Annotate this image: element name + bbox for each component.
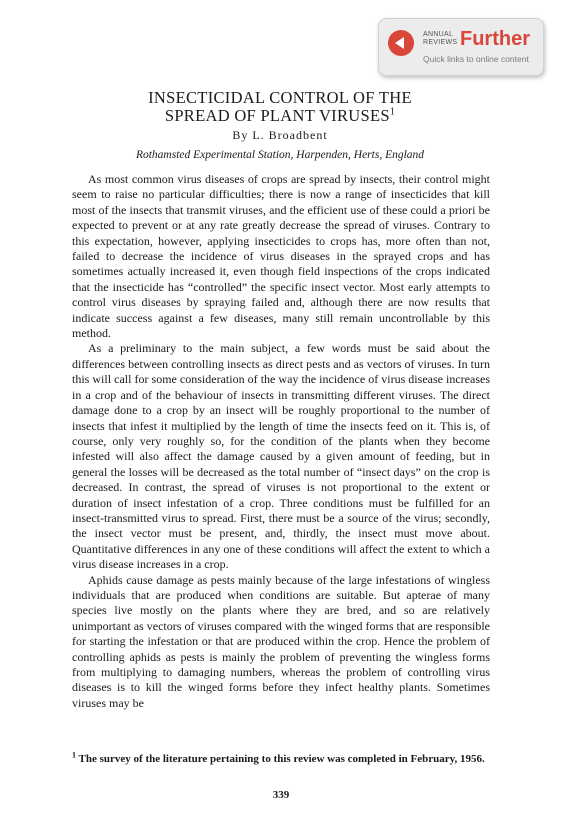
badge-annual-label: ANNUAL: [423, 31, 454, 38]
author-byline: By L. Broadbent: [232, 128, 328, 142]
annual-reviews-further-badge[interactable]: [378, 18, 544, 76]
article-title-line-2: [60, 105, 500, 126]
badge-tagline: Quick links to online content: [423, 54, 529, 64]
badge-reviews-label: REVIEWS: [423, 39, 458, 46]
further-play-icon: [388, 30, 414, 56]
badge-further-label: Further: [460, 28, 530, 50]
body-paragraph-2: As a preliminary to the main subject, a few words must be said about the differences between controlling insects as direct pests and as vectors of viruses. In turn this will call for some consideration of the way the incidence of virus disease increases in a crop and of the behaviour of insects in transmitting different viruses. The direct damage done to a crop by an insect will be roughly proportional to the number of insects that infest it multiplied by the length of time the insects feed on it. This is, of course, only very roughly so, for the condition of the plants when they become infested will also affect the damage caused by a given amount of feeding, but in general the losses will be decreased as the total number of “insect days” on the crop is decreased. In contrast, the spread of viruses is not proportional to the extent or duration of insect infestation of a crop. Three conditions must be fulfilled for an insect-transmitted virus to spread. First, there must be a source of the virus; secondly, the insect vector must be present, and, thirdly, the insect must move about. Quantitative differences in any one of these conditions will affect the extent to which a virus disease increases in a crop.: [72, 341, 490, 572]
footnote: [72, 752, 490, 767]
body-paragraph-1: As most common virus diseases of crops are spread by insects, their control might seem to raise no particular difficulties; there is now a range of insecticides that kill most of the insects that transmit viruses, and the efficient use of these could a priori be expected to prevent or at any rate greatly decrease the spread of viruses. Contrary to this expectation, however, applying insecticides to crops has, more often than not, failed to decrease the incidence of virus diseases in the sprayed crops and has sometimes actually increased it, even though field inspections of the crops indicated that the insecticide has “controlled” the specific insect vector. Most early attempts to control virus diseases by spraying failed and, although there are now results that indicate success against a few diseases, many still remain uncontrollable by this method.: [72, 172, 490, 341]
article-title-text: SPREAD OF PLANT VIRUSES: [164, 106, 390, 125]
body-paragraph-3: Aphids cause damage as pests mainly because of the large infestations of wingless individuals that are produced when conditions are suitable. But apterae of many species live mostly on the plants where they are bred, and so are relatively unimportant as vectors of viruses compared with the winged forms that are responsible for starting the infestation or that are produced within the crop. Hence the problem of controlling aphids as pests is mainly the problem of preventing the wingless forms from multiplying to damaging numbers, whereas the problem of controlling virus diseases is to kill the winged forms before they infect healthy plants. Sometimes viruses may be: [72, 572, 490, 710]
page-number: 339: [272, 789, 290, 801]
article-body: [72, 172, 490, 711]
footnote-marker: 1: [72, 750, 76, 760]
footnote-text: The survey of the literature pertaining to this review was completed in February, 1956.: [76, 753, 485, 765]
author-affiliation: Rothamsted Experimental Station, Harpenden, Herts, England: [135, 149, 425, 161]
article-title-line-1: INSECTICIDAL CONTROL OF THE: [148, 88, 412, 107]
title-footnote-marker: 1: [389, 106, 396, 118]
